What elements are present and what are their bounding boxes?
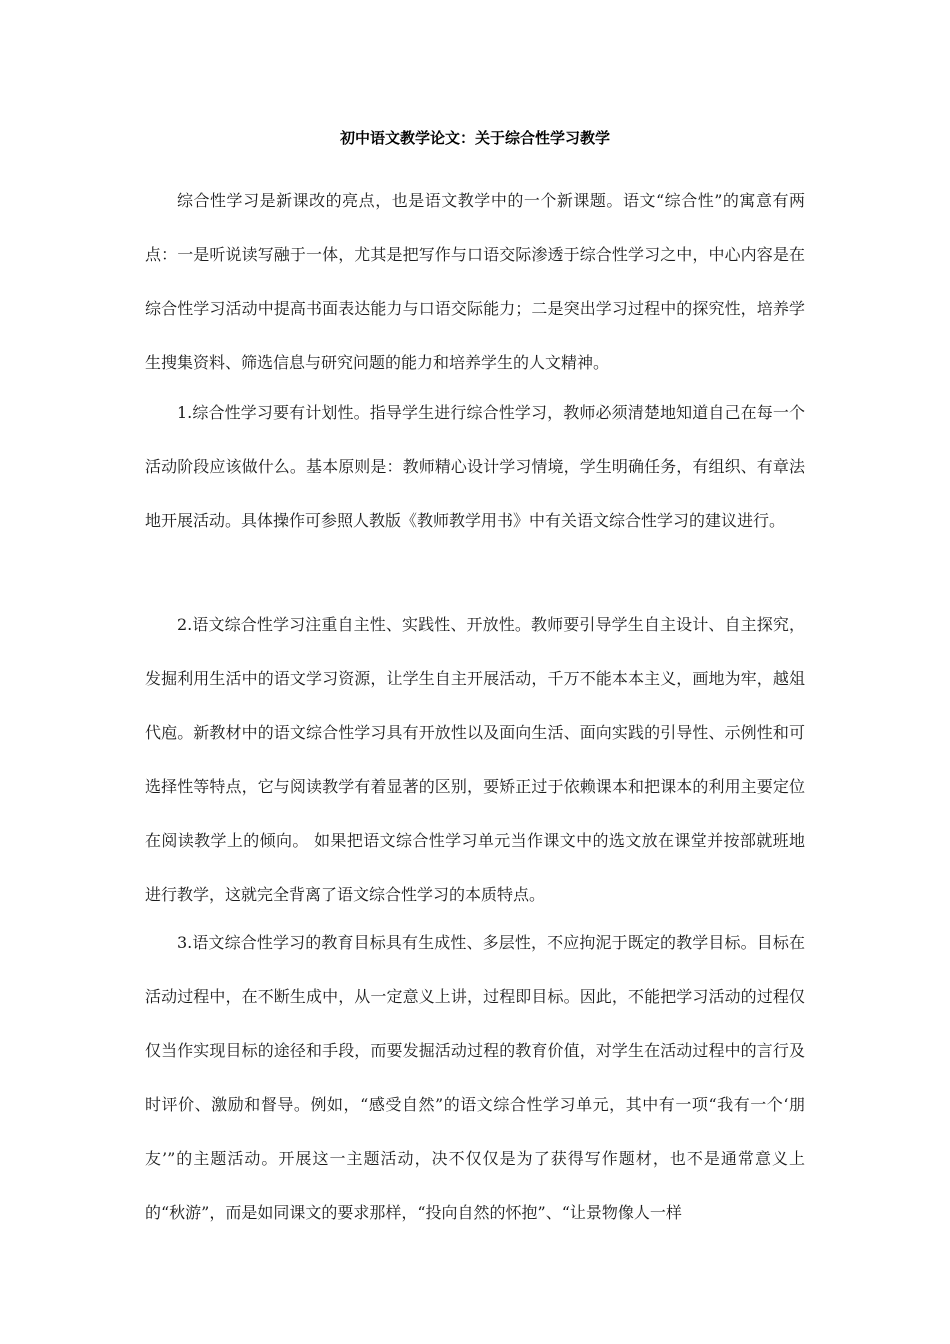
paragraph-point-2: 2.语文综合性学习注重自主性、实践性、开放性。教师要引导学生自主设计、自主探究，发掘利用生活中的语文学习资源，让学生自主开展活动，千万不能本本主义，画地为牢，越俎代庖。新教材中的语文综合性学习具有开放性以及面向生活、面向实践的引导性、示例性和可选择性等特点，它与阅读教学有着显著的区别，要矫正过于依赖课本和把课本的利用主要定位在阅读教学上的倾向。 如果把语文综合性学习单元当作课文中的选文放在课堂并按部就班地进行教学，这就完全背离了语文综合性学习的本质特点。 — [145, 615, 805, 904]
paragraph-intro: 综合性学习是新课改的亮点，也是语文教学中的一个新课题。语文“综合性”的寓意有两点：一是听说读写融于一体，尤其是把写作与口语交际渗透于综合性学习之中，中心内容是在综合性学习活动中提高书面表达能力与口语交际能力；二是突出学习过程中的探究性，培养学生搜集资料、筛选信息与研究问题的能力和培养学生的人文精神。 — [145, 191, 805, 372]
document-title: 初中语文教学论文：关于综合性学习教学 — [339, 129, 610, 147]
paragraph-point-3: 3.语文综合性学习的教育目标具有生成性、多层性，不应拘泥于既定的教学目标。目标在活动过程中，在不断生成中，从一定意义上讲，过程即目标。因此，不能把学习活动的过程仅仅当作实现目标的途径和手段，而要发掘活动过程的教育价值，对学生在活动过程中的言行及时评价、激励和督导。例如，“感受自然”的语文综合性学习单元，其中有一项“我有一个‘朋友’”的主题活动。开展这一主题活动，决不仅仅是为了获得写作题材，也不是通常意义上的“秋游”，而是如同课文的要求那样，“投向自然的怀抱”、“让景物像人一样 — [145, 933, 805, 1222]
paragraph-point-1: 1.综合性学习要有计划性。指导学生进行综合性学习，教师必须清楚地知道自己在每一个活动阶段应该做什么。基本原则是：教师精心设计学习情境，学生明确任务，有组织、有章法地开展活动。具体操作可参照人教版《教师教学用书》中有关语文综合性学习的建议进行。 — [145, 403, 805, 530]
